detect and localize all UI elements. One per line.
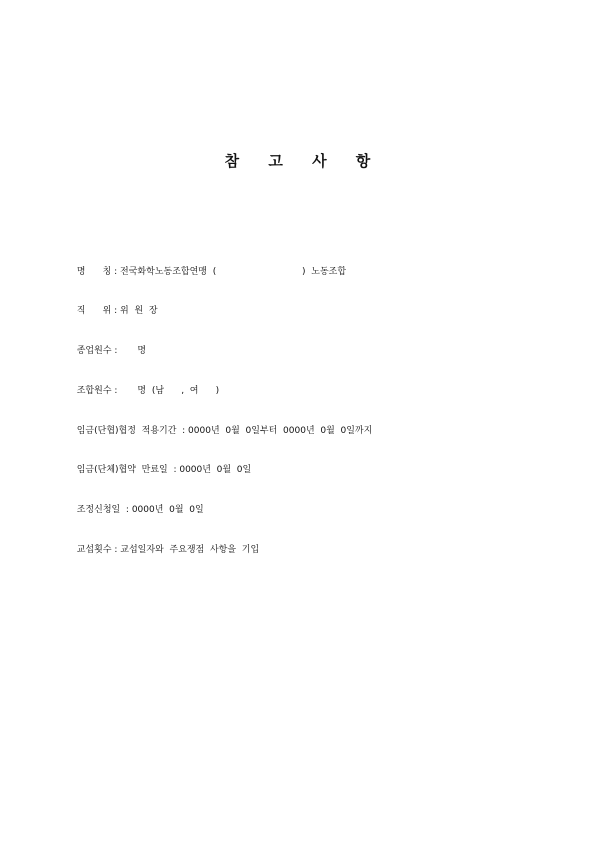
field-label: 조합원수 : bbox=[76, 386, 118, 396]
field-label: 직 위 : bbox=[76, 306, 118, 316]
field-value: 교섭일자와 주요쟁점 사항을 기입 bbox=[117, 545, 260, 555]
field-name bbox=[71, 254, 346, 278]
field-agreement-period bbox=[71, 413, 372, 437]
field-value: 명 (남 , 여 ) bbox=[117, 386, 220, 396]
field-negotiation-count bbox=[71, 532, 259, 556]
field-value: 0000년 0월 0일부터 0000년 0월 0일까지 bbox=[185, 426, 373, 436]
field-label: 임금(단협)협정 적용기간 : bbox=[76, 426, 186, 436]
field-employee-count bbox=[71, 333, 146, 357]
field-value: 0000년 0월 0일 bbox=[128, 505, 204, 515]
field-mediation-date bbox=[71, 492, 204, 516]
field-value: 0000년 0월 0일 bbox=[176, 465, 252, 475]
field-label: 조정신청일 : bbox=[76, 505, 129, 515]
document-title: 참 고 사 항 bbox=[224, 152, 383, 170]
field-value: 위 원 장 bbox=[117, 306, 158, 316]
field-label: 임금(단체)협약 만료일 : bbox=[76, 465, 177, 475]
field-union-member-count bbox=[71, 373, 219, 397]
field-position bbox=[71, 293, 158, 317]
field-label: 교섭횟수 : bbox=[76, 545, 118, 555]
field-label: 종업원수 : bbox=[76, 346, 118, 356]
field-label: 명 칭 : bbox=[76, 267, 118, 277]
field-value: 명 bbox=[117, 346, 147, 356]
field-agreement-expiry bbox=[71, 452, 251, 476]
field-value: 전국화학노동조합연맹 ( ) 노동조합 bbox=[117, 267, 347, 277]
